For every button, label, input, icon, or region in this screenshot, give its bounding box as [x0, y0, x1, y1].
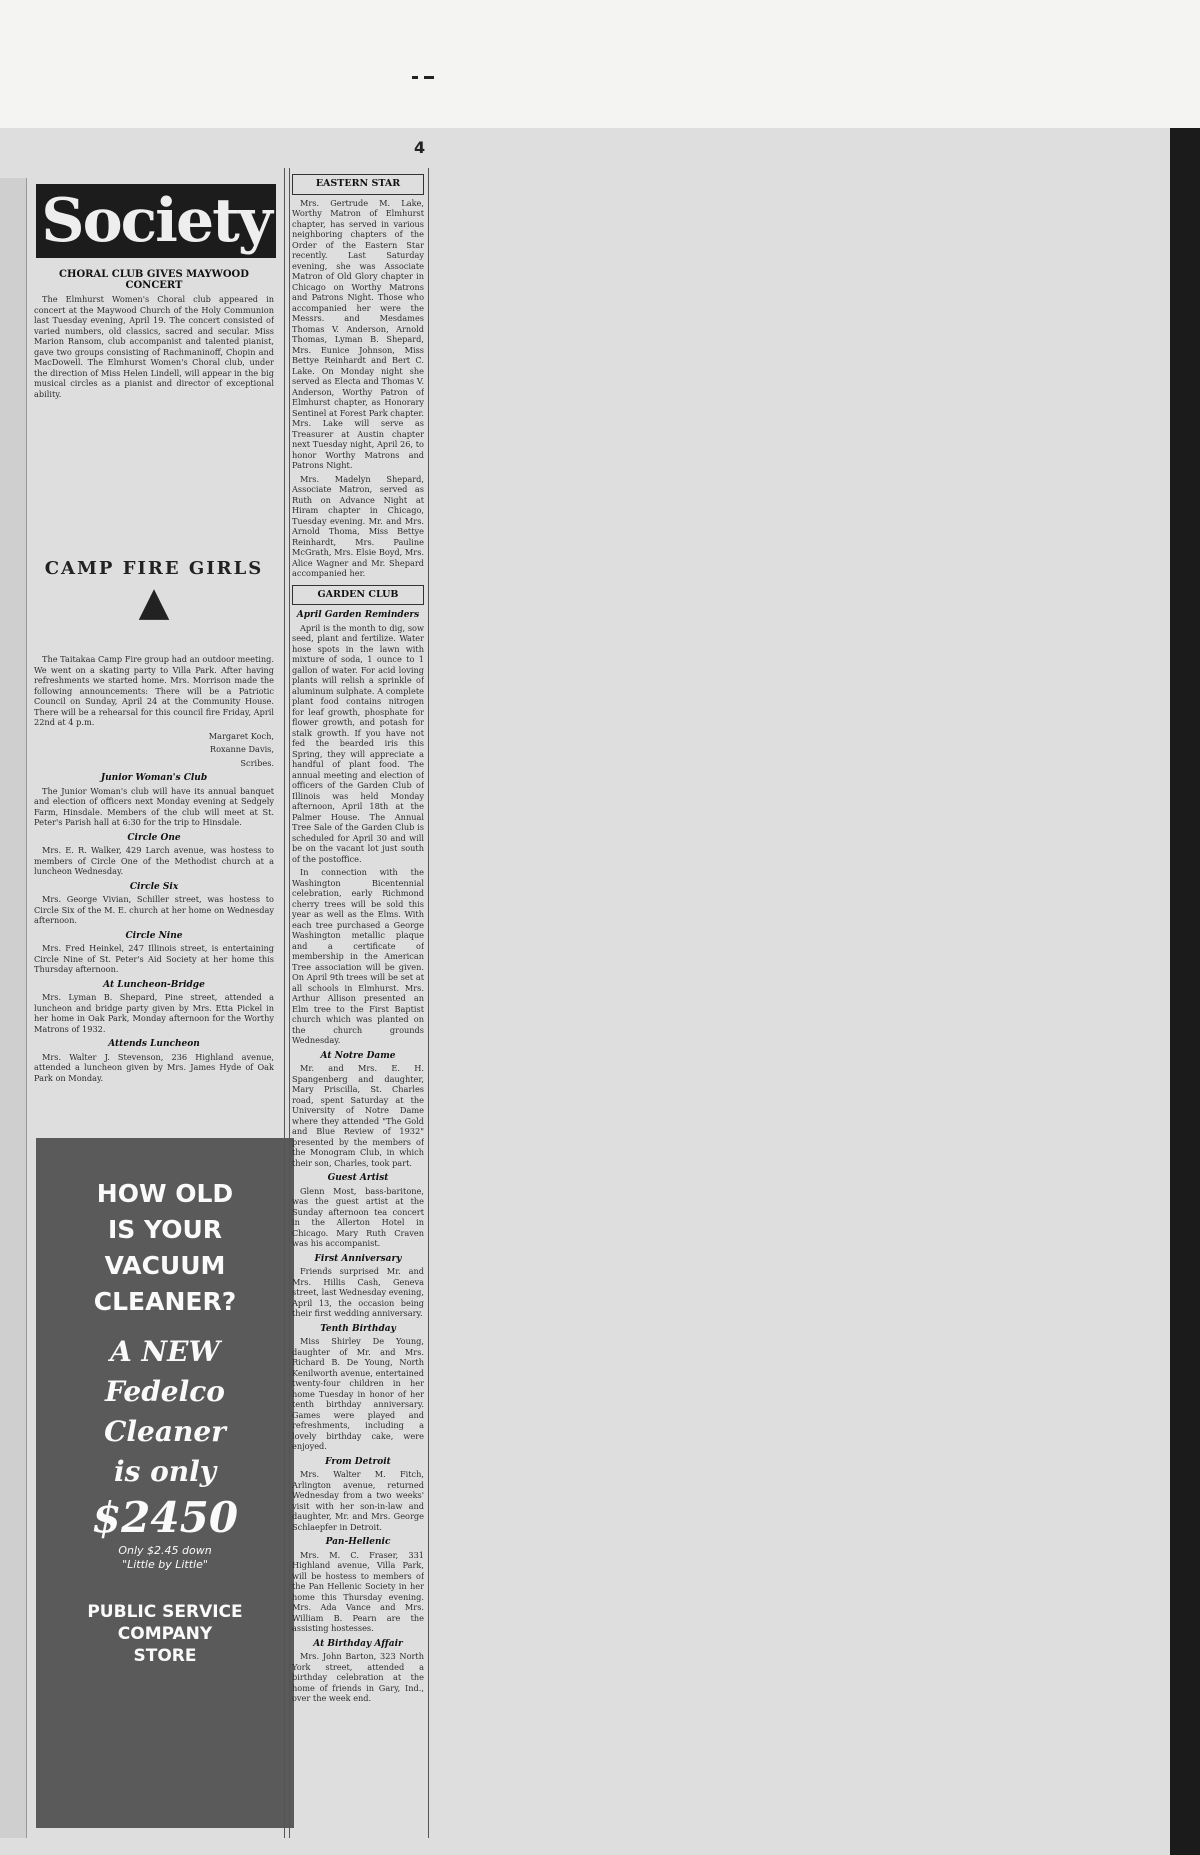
newspaper-page — [0, 128, 1170, 1855]
vacuum-terms: "Little by Little" — [122, 1558, 208, 1571]
vacuum-line: HOW OLD — [96, 1179, 234, 1208]
note-title: First Anniversary — [314, 1253, 402, 1264]
society-item-title: Junior Woman's Club — [100, 773, 208, 783]
vacuum-cleaner-ad — [36, 1138, 294, 1828]
garden-club-subhead: April Garden Reminders — [296, 610, 420, 620]
eastern-star-headline: EASTERN STAR — [292, 174, 424, 195]
society-item-title: Circle Nine — [125, 930, 183, 941]
campfire-logo — [34, 558, 274, 650]
note-body: Miss Shirley De Young, daughter of Mr. and Mrs. Richard B. De Young, North Kenilworth avenue, entertained twenty-four children in her home Tuesday in honor of her tenth birthday anniversary. Games were played and refreshments, including a lovely birthday cake, were enjoyed. — [292, 1336, 424, 1451]
society-item-body: The Junior Woman's club will have its annual banquet and election of officers next Monday evening at Sedgely Farm, Hinsdale. Members of the club will meet at St. Peter's Parish hall at 6:30 for the trip to Hinsdale. — [34, 785, 274, 827]
note-title: At Birthday Affair — [313, 1638, 403, 1649]
note-title: At Notre Dame — [320, 1050, 396, 1061]
note-title: From Detroit — [325, 1456, 391, 1467]
note-title: Tenth Birthday — [320, 1323, 396, 1334]
society-item-body: Mrs. Lyman B. Shepard, Pine street, attended a luncheon and bridge party given by Mrs. Etta Pickel in her home in Oak Park, Monday afternoon for the Worthy Matrons of 1932. — [34, 992, 274, 1034]
note-body: Friends surprised Mr. and Mrs. Hillis Cash, Geneva street, last Wednesday evening, April 13, the occasion being their first wedding anniversary. — [292, 1266, 424, 1318]
choral-body: The Elmhurst Women's Choral club appeared in concert at the Maywood Church of the Holy Communion last Tuesday evening, April 19. The concert consisted of varied numbers, old classics, sacred and secular. Miss Marion Ransom, club accompanist and talented pianist, gave two groups consisting of Rachmaninoff, Chopin and MacDowell. The Elmhurst Women's Choral club, under the direction of Miss Helen Lindell, will appear in the big musical circles as a pianist and director of exceptional ability. — [34, 294, 274, 399]
campfire-flame-icon: ▲ — [138, 579, 170, 625]
adjacent-page-edge — [0, 178, 27, 1838]
vacuum-line: Fedelco — [105, 1375, 225, 1408]
vacuum-line: Cleaner — [104, 1415, 226, 1448]
campfire-scribe-3: Scribes. — [240, 757, 274, 768]
society-item-body: Mrs. E. R. Walker, 429 Larch avenue, was hostess to members of Circle One of the Methodist church at a luncheon Wednesday. — [34, 845, 274, 876]
vacuum-terms: Only $2.45 down — [118, 1544, 212, 1557]
garden-club-body: April is the month to dig, sow seed, plant and fertilize. Water hose spots in the lawn with mixture of soda, 1 ounce to 1 gallon of water. For acid loving plants will relish a sprinkle of aluminum sulphate. A complete plant food contains nitrogen for leaf growth, phosphate for flower growth, and potash for stalk growth. If you have not fed the bearded iris this Spring, they will appreciate a handful of plant food. The annual meeting and election of officers of the Garden Club of Illinois was held Monday afternoon, April 18th at the Palmer House. The Annual Tree Sale of the Garden Club is scheduled for April 30 and will be on the vacant lot just south of the postoffice. — [292, 622, 424, 864]
society-item-title: Circle Six — [129, 881, 179, 892]
vacuum-store: STORE — [133, 1646, 197, 1666]
note-body: Glenn Most, bass-baritone, was the guest artist at the Sunday afternoon tea concert in the Allerton Hotel in Chicago. Mary Ruth Craven was his accompanist. — [292, 1185, 424, 1248]
note-title: Guest Artist — [327, 1173, 389, 1183]
eastern-star-garden-column — [292, 168, 424, 1836]
society-column-top — [34, 264, 274, 554]
eastern-star-body-2: Mrs. Madelyn Shepard, Associate Matron, served as Ruth on Advance Night at Hiram chapter in Chicago, Tuesday evening. Mr. and Mrs. Arnold Thoma, Miss Bettye Reinhardt, Mrs. Pauline McGrath, Mrs. Elsie Boyd, Mrs. Alice Wagner and Mr. Shepard accompanied her. — [292, 473, 424, 578]
vacuum-line: IS YOUR — [107, 1215, 223, 1244]
vacuum-line: A NEW — [110, 1335, 220, 1368]
vacuum-line: CLEANER? — [93, 1287, 237, 1316]
scan-margin-top — [0, 0, 1200, 128]
note-body: Mr. and Mrs. E. H. Spangenberg and daughter, Mary Priscilla, St. Charles road, spent Saturday at the University of Notre Dame where they attended "The Gold and Blue Review of 1932" presented by the members of the Monogram Club, in which their son, Charles, took part. — [292, 1063, 424, 1168]
campfire-scribe-1: Margaret Koch, — [208, 730, 274, 741]
scan-speck — [424, 76, 434, 79]
society-masthead: Society — [36, 184, 276, 258]
society-item-title: Attends Luncheon — [108, 1039, 200, 1049]
vacuum-price: $2450 — [91, 1493, 239, 1542]
vacuum-store: COMPANY — [117, 1624, 213, 1644]
society-item-body: Mrs. Walter J. Stevenson, 236 Highland avenue, attended a luncheon given by Mrs. James Hyde of Oak Park on Monday. — [34, 1051, 274, 1083]
eastern-star-body: Mrs. Gertrude M. Lake, Worthy Matron of Elmhurst chapter, has served in various neighboring chapters of the Order of the Eastern Star recently. Last Saturday evening, she was Associate Matron of Old Glory chapter in Chicago on Worthy Matrons and Patrons Night. Those who accompanied her were the Messrs. and Mesdames Thomas V. Anderson, Arnold Thomas, Lyman B. Shepard, Mrs. Eunice Johnson, Miss Bettye Reinhardt and Bert C. Lake. On Monday night she served as Electa and Thomas V. Anderson, Worthy Patron of Elmhurst chapter, as Honorary Sentinel at Forest Park chapter. Mrs. Lake will serve as Treasurer at Austin chapter next Tuesday night, April 26, to honor Worthy Matrons and Patrons Night. — [292, 197, 424, 470]
vacuum-line: VACUUM — [104, 1251, 226, 1280]
campfire-body: The Taitakaa Camp Fire group had an outdoor meeting. We went on a skating party to Villa Park. After having refreshments we started home. Mrs. Morrison made the following announcements: There will be a Patriotic Council on Sunday, April 24 at the Community House. There will be a rehearsal for this council fire Friday, April 22nd at 4 p.m. — [34, 654, 274, 727]
vacuum-line: is only — [113, 1455, 217, 1488]
campfire-title: CAMP FIRE GIRLS — [44, 558, 264, 579]
society-item-body: Mrs. George Vivian, Schiller street, was hostess to Circle Six of the M. E. church at her home on Wednesday afternoon. — [34, 894, 274, 925]
note-body: Mrs. John Barton, 323 North York street, attended a birthday celebration at the home of friends in Gary, Ind., over the week end. — [292, 1651, 424, 1703]
note-body: Mrs. Walter M. Fitch, Arlington avenue, returned Wednesday from a two weeks' visit with her son-in-law and daughter, Mr. and Mrs. George Schlaepfer in Detroit. — [292, 1469, 424, 1532]
note-title: Pan-Hellenic — [325, 1537, 391, 1547]
society-column-bottom — [34, 654, 274, 1134]
vacuum-store: PUBLIC SERVICE — [87, 1602, 243, 1622]
society-item-title: At Luncheon-Bridge — [103, 979, 205, 990]
garden-club-headline: GARDEN CLUB — [292, 585, 424, 606]
garden-club-body-2: In connection with the Washington Bicentennial celebration, early Richmond cherry trees will be sold this year as well as the Elms. With each tree purchased a George Washington metallic plaque and a certificate of membership in the American Tree association will be given. On April 9th trees will be set at all schools in Elmhurst. Mrs. Arthur Allison presented an Elm tree to the First Baptist church which was planted on the church grounds Wednesday. — [292, 867, 424, 1045]
choral-headline: CHORAL CLUB GIVES MAYWOOD CONCERT — [59, 269, 249, 291]
column-rule — [428, 168, 429, 1838]
page-number: 4 — [414, 138, 426, 157]
society-item-body: Mrs. Fred Heinkel, 247 Illinois street, is entertaining Circle Nine of St. Peter's Aid Society at her home this Thursday afternoon. — [34, 943, 274, 974]
note-body: Mrs. M. C. Fraser, 331 Highland avenue, Villa Park, will be hostess to members of the Pan Hellenic Society in her home this Thursday evening. Mrs. Ada Vance and Mrs. William B. Pearn are the assisting hostesses. — [292, 1549, 424, 1633]
column-rule — [284, 168, 285, 1838]
campfire-scribe-2: Roxanne Davis, — [209, 744, 274, 754]
scan-speck — [412, 76, 418, 79]
society-item-title: Circle One — [127, 832, 181, 843]
column-rule — [289, 168, 290, 1838]
